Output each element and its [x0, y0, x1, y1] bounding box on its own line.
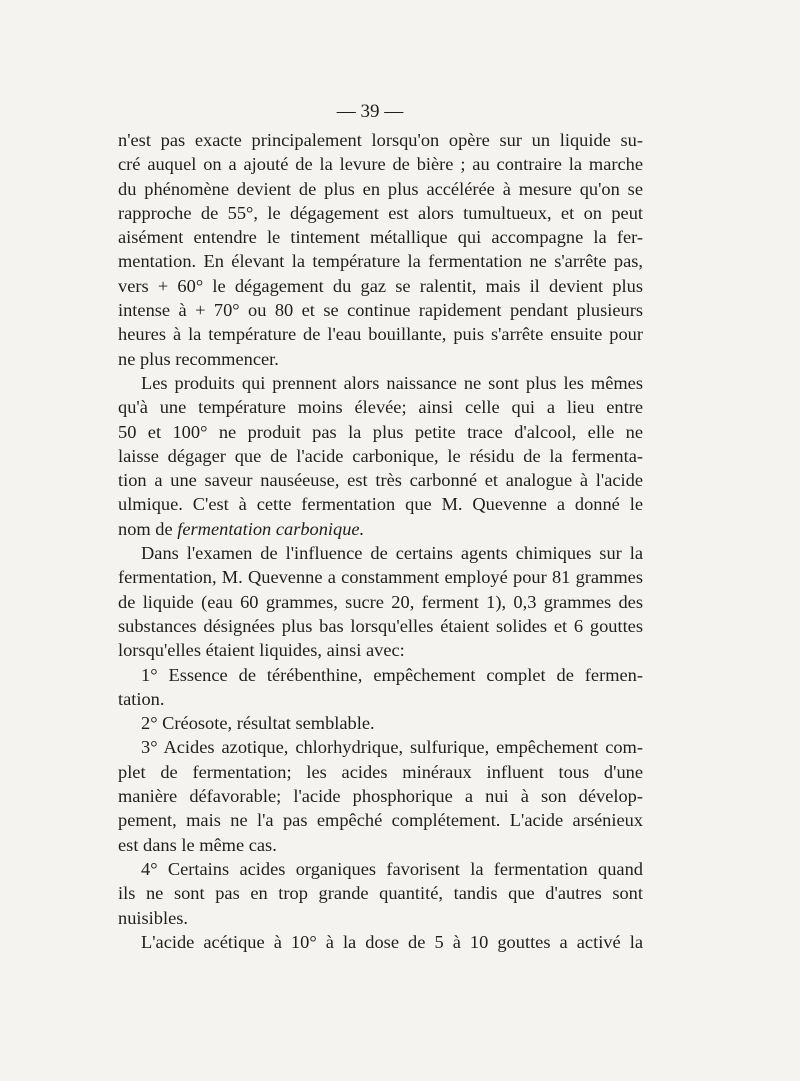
- text-line: mentation. En élevant la température la fermentation ne s'arrête pas,: [118, 251, 643, 272]
- text-line: substances désignées plus bas lorsqu'elles étaient solides et 6 gouttes: [118, 615, 643, 636]
- body-text: [118, 128, 643, 954]
- text-line: n'est pas exacte principalement lorsqu'on opère sur un liquide su-: [118, 130, 643, 150]
- text-line: plet de fermentation; les acides minéraux influent tous d'une: [118, 761, 643, 782]
- text-line: 50 et 100° ne produit pas la plus petite trace d'alcool, elle ne: [118, 421, 643, 442]
- text-line: de liquide (eau 60 grammes, sucre 20, ferment 1), 0,3 grammes des: [118, 591, 643, 612]
- text-line: 2° Créosote, résultat semblable.: [141, 713, 375, 734]
- text-line: lorsqu'elles étaient liquides, ainsi avec:: [118, 640, 405, 661]
- text-line: [118, 517, 643, 541]
- text-line: ne plus recommencer.: [118, 348, 279, 369]
- text-line: cré auquel on a ajouté de la levure de bière ; au contraire la marche: [118, 154, 643, 175]
- text-line: du phénomène devient de plus en plus accélérée à mesure qu'on se: [118, 178, 643, 199]
- text-line: Les produits qui prennent alors naissance ne sont plus les mêmes: [141, 372, 643, 393]
- text-line: tation.: [118, 688, 165, 709]
- text-line: manière défavorable; l'acide phosphorique a nui à son dévelop-: [118, 786, 643, 807]
- text-line: 4° Certains acides organiques favorisent la fermentation quand: [141, 858, 643, 879]
- text-line: tion a une saveur nauséeuse, est très carbonné et analogue à l'acide: [118, 470, 643, 491]
- text-line: nuisibles.: [118, 907, 188, 928]
- text-line: rapproche de 55°, le dégagement est alors tumultueux, et on peut: [118, 202, 643, 223]
- text-line: laisse dégager que de l'acide carbonique, le résidu de la fermenta-: [118, 445, 643, 466]
- text-line: aisément entendre le tintement métallique qui accompagne la fer-: [118, 227, 643, 248]
- page-number: — 39 —: [336, 101, 404, 122]
- text-line: est dans le même cas.: [118, 834, 277, 855]
- text-line: pement, mais ne l'a pas empêché complétement. L'acide arsénieux: [118, 810, 643, 831]
- text-line: Dans l'examen de l'influence de certains agents chimiques sur la: [141, 543, 643, 564]
- text-line: L'acide acétique à 10° à la dose de 5 à 10 gouttes a activé la: [141, 931, 643, 952]
- text-line: fermentation, M. Quevenne a constamment employé pour 81 grammes: [118, 567, 643, 588]
- text-line: ulmique. C'est à cette fermentation que M. Quevenne a donné le: [118, 494, 643, 515]
- text-line: heures à la température de l'eau bouillante, puis s'arrête ensuite pour: [118, 324, 643, 345]
- text-line: intense à + 70° ou 80 et se continue rapidement pendant plusieurs: [118, 300, 643, 321]
- text-line: 1° Essence de térébenthine, empêchement complet de fermen-: [141, 664, 643, 685]
- text-line: ils ne sont pas en trop grande quantité, tandis que d'autres sont: [118, 883, 643, 904]
- text-line: vers + 60° le dégagement du gaz se ralentit, mais il devient plus: [118, 275, 643, 296]
- italic-term: fermentation carbonique.: [177, 518, 365, 539]
- text-line-start: nom de: [118, 518, 178, 539]
- text-line: qu'à une température moins élevée; ainsi celle qui a lieu entre: [118, 397, 643, 418]
- text-line: 3° Acides azotique, chlorhydrique, sulfurique, empêchement com-: [141, 737, 643, 758]
